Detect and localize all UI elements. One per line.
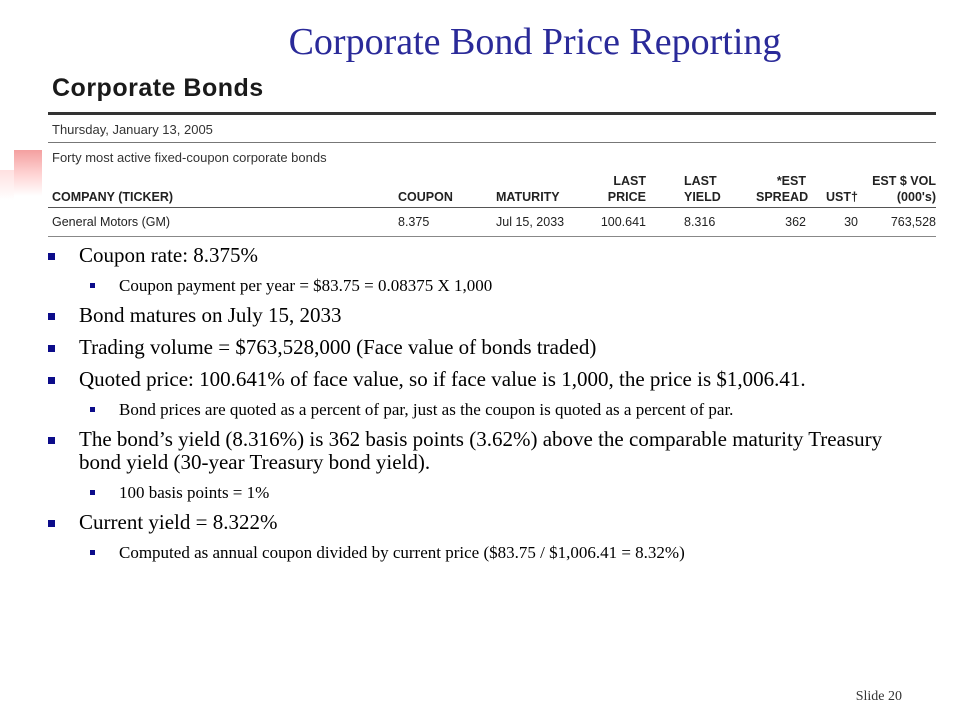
square-bullet-icon <box>90 550 95 555</box>
square-bullet-icon <box>48 345 55 352</box>
header-last-yield-line2: YIELD <box>684 190 721 204</box>
bullet-item <box>48 304 928 327</box>
bullet-item <box>48 336 928 359</box>
cell-spread: 362 <box>785 215 806 229</box>
cell-company: General Motors (GM) <box>52 215 171 229</box>
header-volume-line2: (000's) <box>896 190 936 204</box>
sub-bullet-item <box>48 276 928 295</box>
bullet-text: The bond’s yield (8.316%) is 362 basis points (3.62%) above the comparable maturity Treasury bond yield (30-year Treasury bond yield). <box>79 427 883 474</box>
header-spread-line1: *EST <box>776 174 806 188</box>
header-maturity: MATURITY <box>496 190 560 204</box>
bullet-text: Coupon rate: 8.375% <box>79 243 259 267</box>
bullet-text: Quoted price: 100.641% of face value, so if face value is 1,000, the price is $1,006.41. <box>79 367 806 391</box>
header-last-price-line2: PRICE <box>607 190 646 204</box>
bullet-list <box>48 244 928 571</box>
header-ust: UST† <box>826 190 858 204</box>
header-coupon: COUPON <box>398 190 453 204</box>
slide-number: Slide 20 <box>855 689 902 704</box>
square-bullet-icon <box>48 313 55 320</box>
bullet-item <box>48 511 928 534</box>
sub-bullet-item <box>48 543 928 562</box>
square-bullet-icon <box>48 253 55 260</box>
slide-title: Corporate Bond Price Reporting <box>288 21 782 63</box>
header-last-price-line1: LAST <box>613 174 646 188</box>
cell-last-yield: 8.316 <box>684 215 716 229</box>
clipping-divider-thin <box>48 142 936 143</box>
sub-bullet-text: Coupon payment per year = $83.75 = 0.08375 X 1,000 <box>119 276 493 295</box>
bullet-text: Current yield = 8.322% <box>79 510 278 534</box>
newspaper-clipping <box>48 68 938 238</box>
clipping-heading: Corporate Bonds <box>52 74 264 102</box>
cell-maturity: Jul 15, 2033 <box>496 215 565 229</box>
square-bullet-icon <box>90 283 95 288</box>
bullet-item <box>48 368 928 391</box>
clipping-divider <box>48 112 936 115</box>
cell-ust: 30 <box>844 215 858 229</box>
bullet-text: Bond matures on July 15, 2033 <box>79 303 342 327</box>
clipping-date: Thursday, January 13, 2005 <box>52 122 213 137</box>
cell-coupon: 8.375 <box>398 215 430 229</box>
square-bullet-icon <box>48 437 55 444</box>
square-bullet-icon <box>48 520 55 527</box>
bullet-item <box>48 244 928 267</box>
sub-bullet-text: 100 basis points = 1% <box>119 483 270 502</box>
sub-bullet-text: Computed as annual coupon divided by current price ($83.75 / $1,006.41 = 8.32%) <box>119 543 685 562</box>
clipping-description: Forty most active fixed-coupon corporate bonds <box>52 150 327 165</box>
sub-bullet-item <box>48 400 928 419</box>
table-bottom-rule <box>48 236 936 237</box>
bullet-item <box>48 428 928 474</box>
decorative-accent-gradient <box>14 150 42 196</box>
header-company: COMPANY (TICKER) <box>52 190 174 204</box>
header-volume-line1: EST $ VOL <box>872 174 936 188</box>
cell-last-price: 100.641 <box>600 215 646 229</box>
sub-bullet-item <box>48 483 928 502</box>
bullet-text: Trading volume = $763,528,000 (Face value of bonds traded) <box>79 335 597 359</box>
header-spread-line2: SPREAD <box>756 190 809 204</box>
header-last-yield-line1: LAST <box>684 174 717 188</box>
square-bullet-icon <box>48 377 55 384</box>
cell-volume: 763,528 <box>890 215 936 229</box>
square-bullet-icon <box>90 490 95 495</box>
square-bullet-icon <box>90 407 95 412</box>
sub-bullet-text: Bond prices are quoted as a percent of par, just as the coupon is quoted as a percent of par. <box>119 400 734 419</box>
decorative-accent-bar <box>0 170 14 200</box>
table-header-rule <box>48 207 936 208</box>
